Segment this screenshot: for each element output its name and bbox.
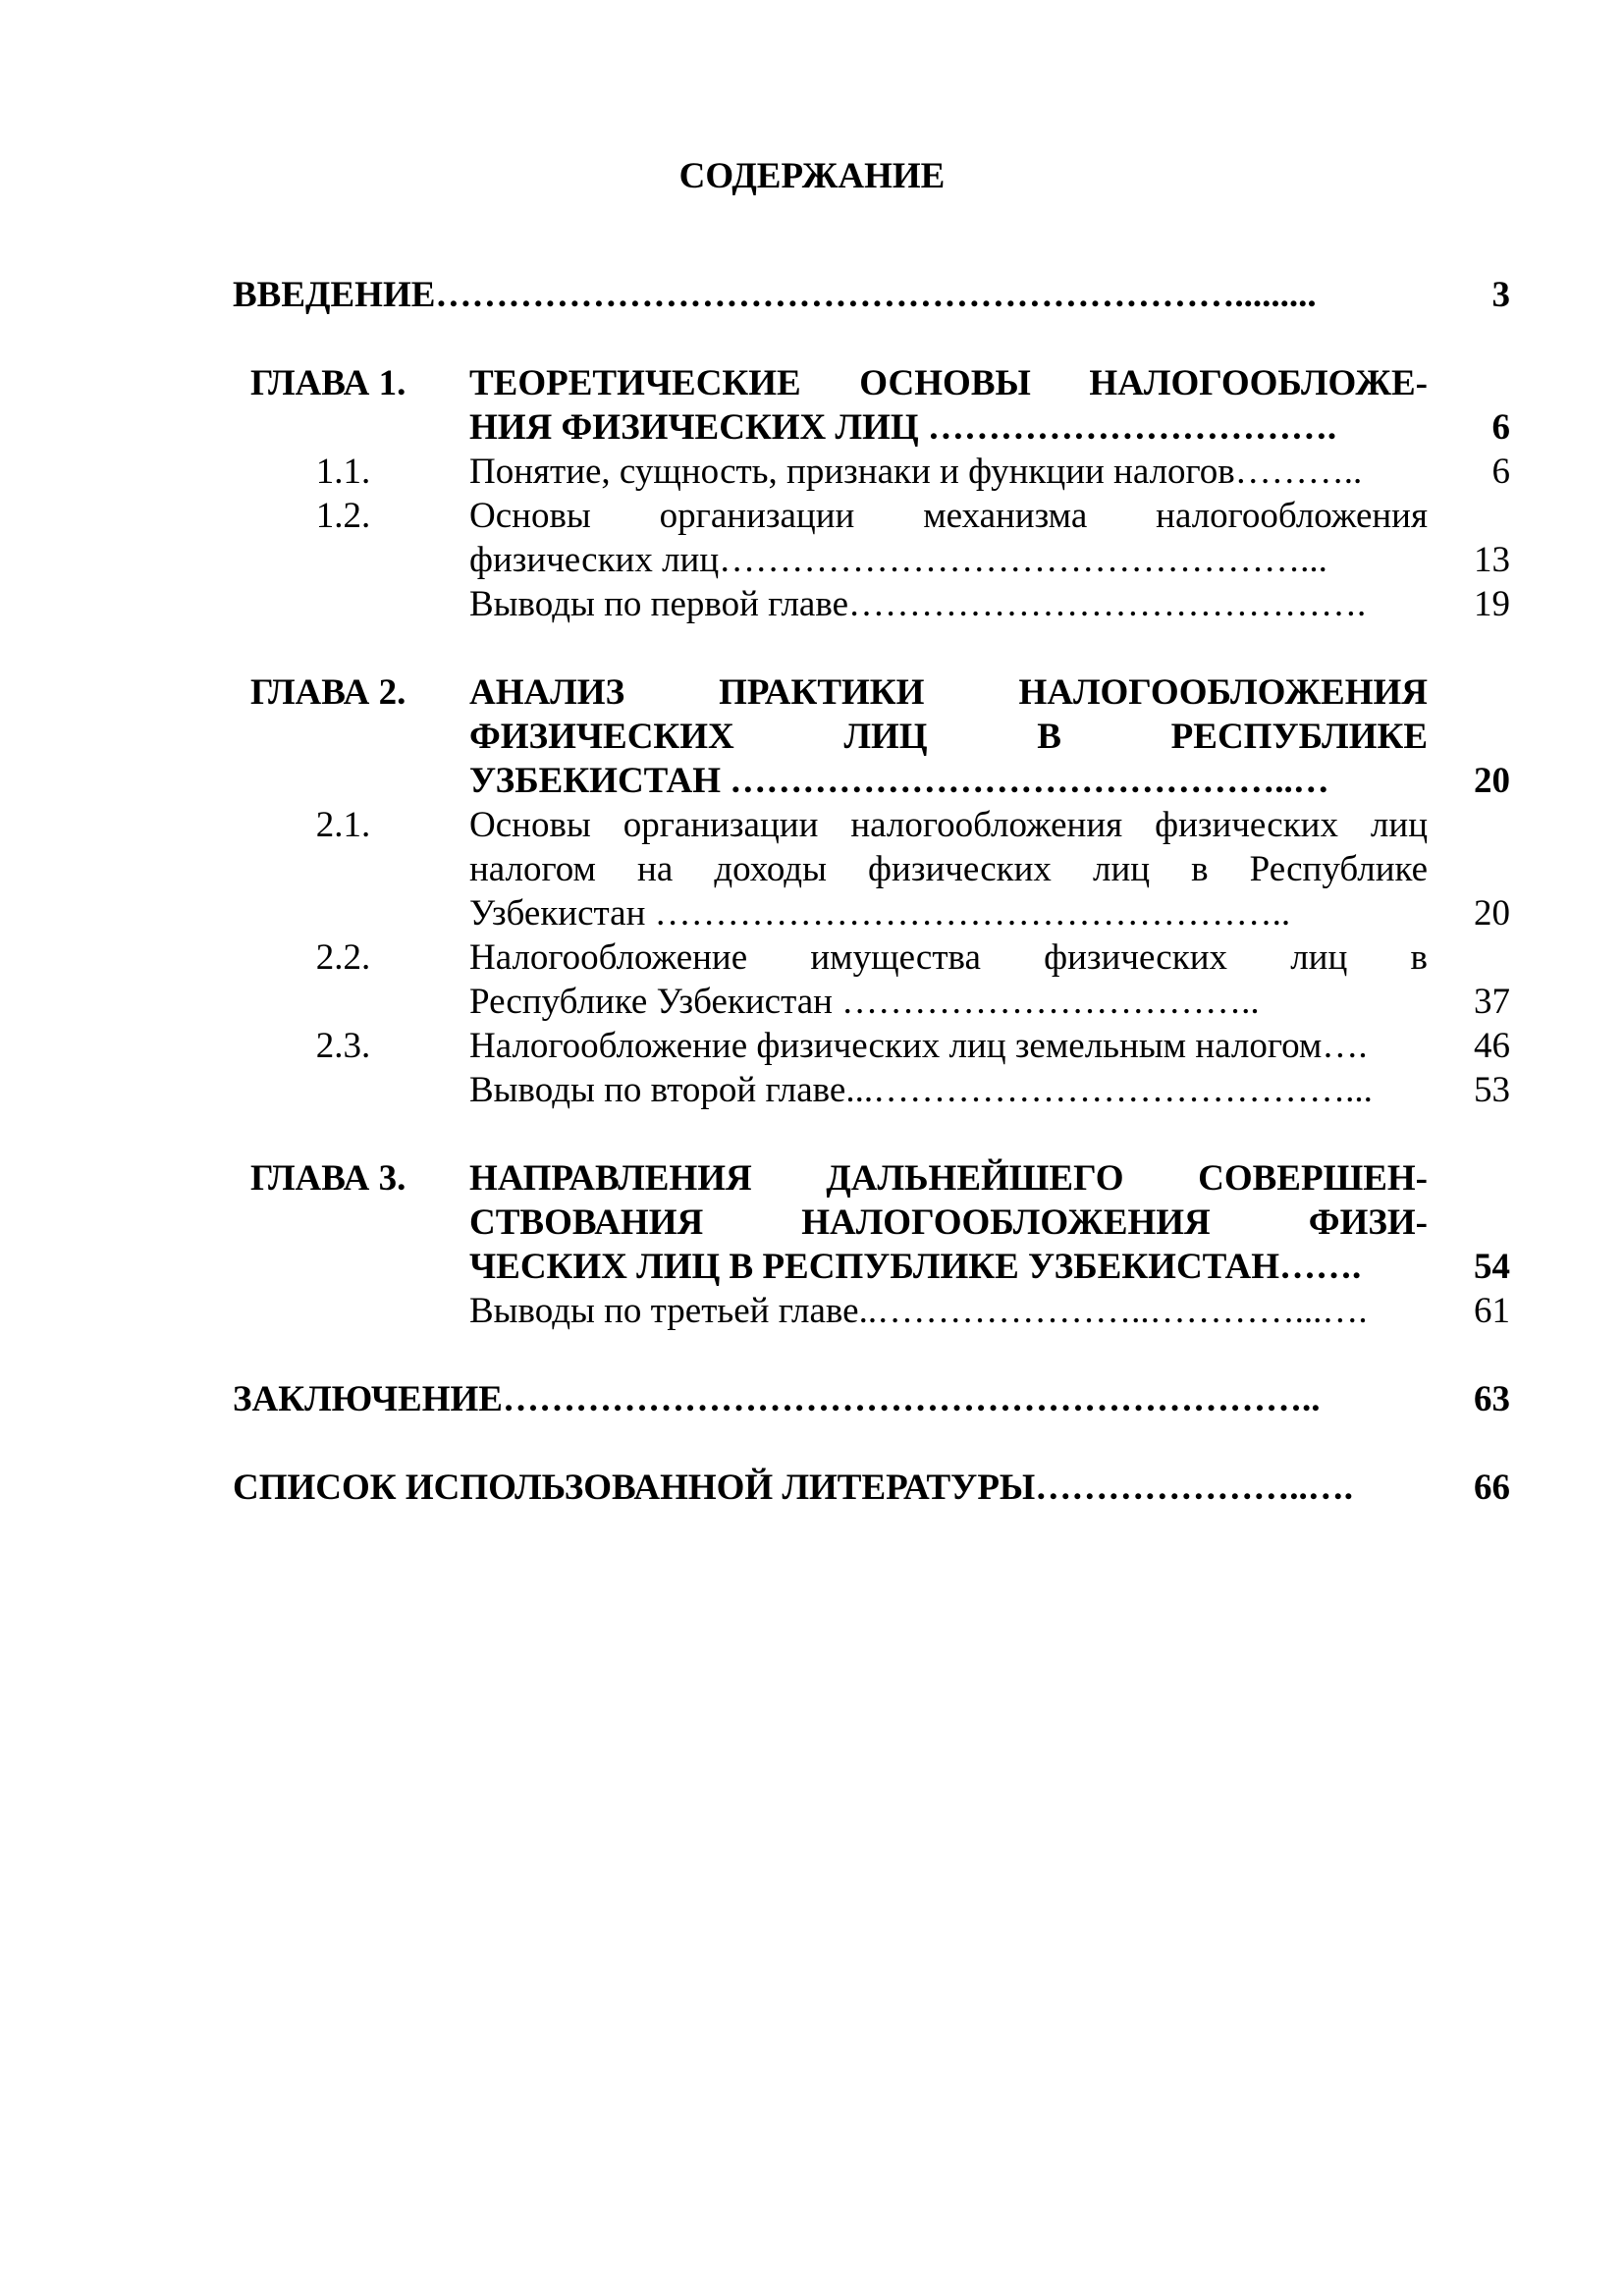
toc-chapter2-title-line3: УЗБЕКИСТАН ………………………………………..… [469, 761, 1329, 801]
toc-chapter2-label: ГЛАВА 2. [250, 672, 406, 713]
toc-section-1-2-number: 1.2. [315, 496, 371, 536]
toc-chapter3-title-line3: ЧЕСКИХ ЛИЦ В РЕСПУБЛИКЕ УЗБЕКИСТАН……. [469, 1247, 1362, 1287]
toc-chapter3-title-line2: СТВОВАНИЯ НАЛОГООБЛОЖЕНИЯ ФИЗИ- [469, 1202, 1428, 1243]
toc-references-page: 66 [1474, 1468, 1510, 1508]
toc-chapter3-conclusion-text: Выводы по третьей главе..…………………..…………...…. [469, 1291, 1368, 1331]
page-title: СОДЕРЖАНИЕ [678, 156, 946, 196]
toc-chapter2-title-line2: ФИЗИЧЕСКИХ ЛИЦ В РЕСПУБЛИКЕ [469, 717, 1428, 757]
toc-section-1-1-page: 6 [1491, 452, 1510, 492]
toc-section-2-2-number: 2.2. [315, 937, 371, 978]
toc-references-text: СПИСОК ИСПОЛЬЗОВАННОЙ ЛИТЕРАТУРЫ…………………..…. [233, 1468, 1354, 1508]
toc-section-1-1-number: 1.1. [315, 452, 371, 492]
toc-section-1-2-text-line2: физических лиц…………………………………………... [469, 540, 1327, 580]
toc-chapter3-label: ГЛАВА 3. [250, 1158, 406, 1199]
toc-section-2-1-text-line2: налогом на доходы физических лиц в Республике [469, 849, 1428, 889]
toc-chapter1-conclusion-page: 19 [1474, 584, 1510, 624]
toc-section-1-2-page: 13 [1474, 540, 1510, 580]
toc-chapter2-conclusion-text: Выводы по второй главе...…………………………………... [469, 1070, 1373, 1110]
toc-section-1-2-text-line1: Основы организации механизма налогообложения [469, 496, 1428, 536]
toc-intro-text: ВВЕДЕНИЕ…………………………………………………………......... [233, 275, 1317, 315]
toc-section-2-1-number: 2.1. [315, 805, 371, 845]
toc-conclusion-page: 63 [1474, 1379, 1510, 1419]
toc-chapter2-page: 20 [1474, 761, 1510, 801]
toc-intro-page: 3 [1491, 275, 1510, 315]
toc-section-1-1-text: Понятие, сущность, признаки и функции налогов……….. [469, 452, 1363, 492]
toc-section-2-2-text-line2: Республике Узбекистан …………………………….. [469, 982, 1260, 1022]
toc-section-2-3-number: 2.3. [315, 1026, 371, 1066]
toc-chapter3-page: 54 [1474, 1247, 1510, 1287]
toc-chapter2-title-line1: АНАЛИЗ ПРАКТИКИ НАЛОГООБЛОЖЕНИЯ [469, 672, 1428, 713]
toc-section-2-1-text-line3: Узбекистан …………………………………………….. [469, 893, 1291, 934]
toc-section-2-3-text: Налогообложение физических лиц земельным налогом…. [469, 1026, 1368, 1066]
toc-chapter3-conclusion-page: 61 [1474, 1291, 1510, 1331]
toc-section-2-1-text-line1: Основы организации налогообложения физических лиц [469, 805, 1428, 845]
toc-section-2-2-page: 37 [1474, 982, 1510, 1022]
toc-chapter1-label: ГЛАВА 1. [250, 363, 406, 403]
toc-chapter3-title-line1: НАПРАВЛЕНИЯ ДАЛЬНЕЙШЕГО СОВЕРШЕН- [469, 1158, 1428, 1199]
toc-section-2-2-text-line1: Налогообложение имущества физических лиц в [469, 937, 1428, 978]
toc-chapter1-page: 6 [1491, 407, 1510, 448]
toc-section-2-3-page: 46 [1474, 1026, 1510, 1066]
toc-chapter2-conclusion-page: 53 [1474, 1070, 1510, 1110]
toc-chapter1-title-line1: ТЕОРЕТИЧЕСКИЕ ОСНОВЫ НАЛОГООБЛОЖЕ- [469, 363, 1428, 403]
toc-section-2-1-page: 20 [1474, 893, 1510, 934]
toc-chapter1-conclusion-text: Выводы по первой главе……………………………………. [469, 584, 1367, 624]
toc-conclusion-text: ЗАКЛЮЧЕНИЕ………………………………………………………….. [233, 1379, 1321, 1419]
toc-chapter1-title-line2: НИЯ ФИЗИЧЕСКИХ ЛИЦ ……………………………. [469, 407, 1337, 448]
